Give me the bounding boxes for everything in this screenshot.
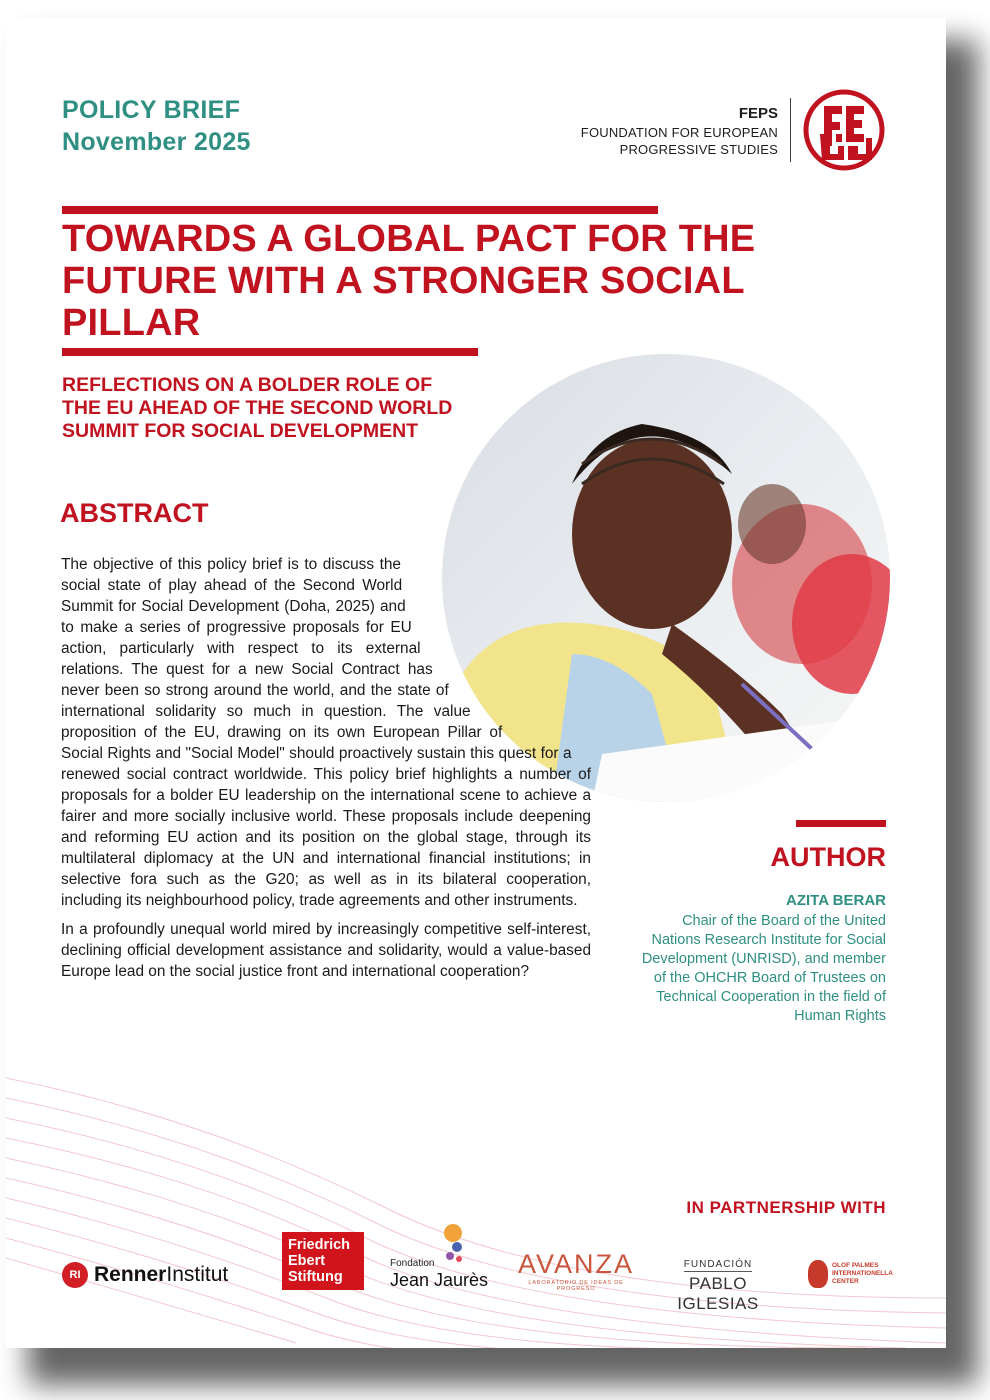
feps-name-line2: PROGRESSIVE STUDIES: [619, 142, 778, 157]
abstract-heading: ABSTRACT: [60, 498, 209, 528]
abstract-paragraph-2: In a profoundly unequal world mired by increasingly competitive self-interest, declining official development assistance and solidarity, would a value-based Europe lead on the social justice front and international cooperation?: [61, 921, 591, 980]
feps-abbreviation: FEPS: [738, 105, 778, 122]
abstract-paragraph-1: The objective of this policy brief is to discuss the social state of play ahead of the Second World Summit for Social Development (Doha, 2025) and to make a series of progressive proposals for EU action, particularly with respect to its external relations. The quest for a new Social Contract has never been so strong around the world, and the state of international solidarity so much in question. The value proposition of the EU, drawing on its own European Pillar of Social Rights and "Social Model" should proactively sustain this quest for a renewed social contract worldwide. This policy brief highlights a number of proposals for a bolder EU leadership on the international scene to achieve a fairer and more socially inclusive world. These proposals include deepening and reforming EU action and its position on the global stage, through its multilateral diplomacy at the UN and international financial institutions; in selective fora such as the G20; as well as in its bilateral cooperation, including its neighbourhood policy, trade agreements and other instruments.: [61, 556, 591, 909]
jaures-dot-red-icon: [456, 1256, 462, 1262]
fundacion-pablo-iglesias-logo: [662, 1254, 774, 1314]
feps-name-line1: FOUNDATION FOR EUROPEAN: [580, 125, 778, 140]
author-name: AZITA BERAR: [786, 892, 886, 909]
author-heading: AUTHOR: [770, 842, 886, 872]
renner-institut-logo: [62, 1262, 228, 1288]
publication-date: November 2025: [62, 128, 251, 156]
document-title: TOWARDS A GLOBAL PACT FOR THE FUTURE WITH A STRONGER SOCIAL PILLAR: [62, 218, 756, 344]
abstract-body: [61, 554, 591, 990]
jaures-dot-orange-icon: [444, 1224, 462, 1242]
jaures-dot-blue-icon: [452, 1242, 462, 1252]
olof-palme-portrait-icon: [808, 1260, 828, 1288]
jaures-big-text: Jean Jaurès: [390, 1270, 489, 1290]
olof-line-3: CENTER: [832, 1278, 859, 1285]
renner-bold: Renner: [94, 1263, 167, 1286]
avanza-logo: [514, 1250, 638, 1292]
avanza-tagline: LABORATORIO DE IDEAS DE PROGRESO: [528, 1280, 624, 1292]
document-type-label: POLICY BRIEF: [62, 96, 241, 124]
olof-text: [832, 1262, 896, 1286]
feps-logo-icon: [802, 88, 886, 172]
feps-org-name: [581, 104, 778, 158]
title-bottom-rule: [62, 348, 478, 356]
olof-line-1: OLOF PALMES: [832, 1262, 879, 1269]
fes-line-3: Stiftung: [288, 1269, 343, 1285]
pi-small-text: FUNDACIÓN: [683, 1259, 753, 1270]
fondation-jean-jaures-logo: [390, 1224, 490, 1294]
policy-brief-page: [6, 18, 946, 1348]
olof-line-2: INTERNATIONELLA: [832, 1270, 893, 1277]
title-top-rule: [62, 206, 658, 214]
pi-big-text: PABLO IGLESIAS: [677, 1274, 759, 1313]
header-divider: [790, 98, 791, 162]
document-subtitle: REFLECTIONS ON A BOLDER ROLE OF THE EU AHEAD OF THE SECOND WORLD SUMMIT FOR SOCIAL DEVELOPMENT: [62, 374, 453, 442]
renner-rest: Institut: [166, 1263, 229, 1286]
author-bio: Chair of the Board of the United Nations Research Institute for Social Development (UNRISD), and member of the OHCHR Board of Trustees on Technical Cooperation in the field of Human Rights: [641, 913, 886, 1024]
jaures-dot-purple-icon: [446, 1252, 454, 1260]
friedrich-ebert-stiftung-logo: [282, 1232, 364, 1290]
partnership-heading: IN PARTNERSHIP WITH: [686, 1198, 886, 1217]
fes-line-1: Friedrich: [288, 1237, 351, 1253]
renner-badge-icon: RI: [62, 1262, 88, 1288]
jaures-small-text: Fondation: [390, 1258, 435, 1269]
renner-wordmark: [94, 1263, 228, 1287]
fes-line-2: Ebert: [288, 1253, 326, 1269]
olof-palme-center-logo: [808, 1260, 896, 1288]
author-rule: [796, 820, 886, 827]
avanza-wordmark: AVANZA: [517, 1249, 635, 1279]
